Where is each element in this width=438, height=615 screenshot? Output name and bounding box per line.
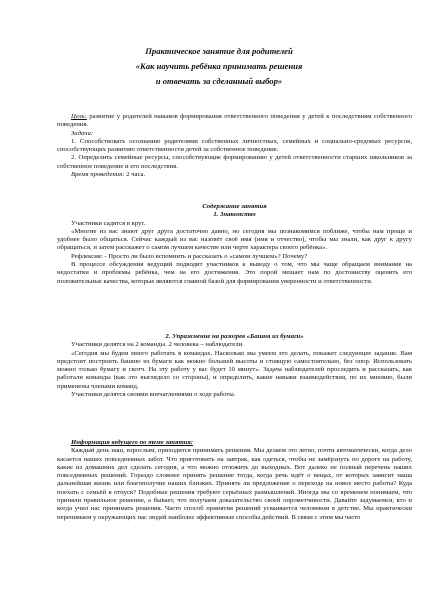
task-item-2: 2. Определить семейные ресурсы, способствующие формированию у детей ответственности старших школьников за собственное поведение и его последствия. [57,154,412,170]
s2-paragraph-1: Участники делятся на 2 команды. 2 человека – наблюдатели. [71,341,244,349]
info-block [57,439,412,522]
s2-paragraph-3: Участники делятся своими впечатлениями о ходе работы. [71,391,236,399]
time-row [57,171,412,179]
tasks-label-row [57,130,412,138]
task-item-1: 1. Способствовать осознанию родителями собственных личностных, семейных и социально-средовых ресурсов, способствующих развитию ответственности детей за собственное поведение. [57,137,412,154]
content-heading: Содержание занятия [202,203,267,210]
title-line-2: «Как научить ребёнка принимать решения [135,61,303,71]
goal-block [57,113,412,179]
s2-paragraph-2: «Сегодня мы будем много работать в командах. Насколько мы умеем это делать, покажет следующее задание. Вам предстоит построить башню из бумаги как можно большей высоты и стоящую самостоятельно, без опор. Использовать можно только бумагу и скотч. На эту работу у вас будет 10 минут». Задача наблюдателей проследить и рассказать, как работали команды (как это выглядело со стороны), и определить, какие навыки взаимодействия, по их мнению, были применены членами команд. [57,349,412,390]
s1-paragraph-1: Участники садятся в круг. [71,219,146,227]
tasks-label: Задачи: [71,129,94,137]
goal-text: развитие у родителей навыков формирования ответственного поведения у детей к последствиям собственного поведения. [57,113,412,129]
time-label: Время проведения: [71,171,125,179]
title-line-1: Практическое занятие для родителей [145,46,293,56]
title-line-3: и отвечать за сделанный выбор» [155,76,283,86]
s1-paragraph-2: «Многие из вас знают друг друга достаточно давно, но сегодня мы познакомимся поближе, чтобы нам проще и удобнее было общаться. Сейчас каждый из вас назовёт своё имя (имя и отчество), чтобы мы знали, как друг к другу обращаться, и затем расскажет о самом лучшем качестве или черте характера своего ребёнка». [57,227,412,252]
goal-label: Цель: [71,113,87,120]
section-1-heading: 1. Знакомство [213,211,256,219]
section-2-block [57,333,412,399]
s1-paragraph-3: Рефлексия: - Просто ли было вспомнить и рассказать о «самом лучшем»? Почему? [71,252,308,260]
content-block [57,203,412,286]
s1-paragraph-4: В процессе обсуждения ведущий подводит участников к выводу о том, что мы чаще обращаем внимание на недостатки и проблемы ребёнка, чем на его достижения. Это порой мешает нам по достоинству оценить его положительные качества, которые являются главной базой для формирования уверенности и ответственности. [57,261,412,285]
time-value: 2 часа. [124,171,146,179]
goal-paragraph [57,113,412,130]
info-paragraph-1: Каждый день наш, взрослым, приходится принимать решения. Мы делаем это легко, почти автоматически, когда дело касается наших повседневных забот. Что приготовить на завтрак, как одеться, чтобы не замёрзнуть по дороге на работу, какие из домашних дел сделать сегодня, а что можно отложить до выходных. Вот далеко не полный перечень наших повседневных решений. Гораздо сложнее принять решение тогда, когда речь идёт о вещах, от которых зависит наша дальнейшая жизнь или благополучие наших близких. Принять ли предложение о переходе на новое место работы? Куда поехать с семьёй в отпуск? Подобные решения требуют серьёзных размышлений. Иногда мы со временем понимаем, что приняли правильное решение, а бывает, что получаем доказательство своей опрометчивости. Давайте задумаемся, кто и когда учил нас принимать решения. Часто способ принятия решений усваивается человеком в детстве. Мы практически перенимаем у окружающих нас людей наиболее эффективные способы действий. В связи с этим мы часто [57,447,412,521]
section-2-heading: 2. Упражнение на разогрев «Башня из бумаги» [165,333,304,340]
info-heading: Информация ведущего по теме занятия: [71,439,194,446]
